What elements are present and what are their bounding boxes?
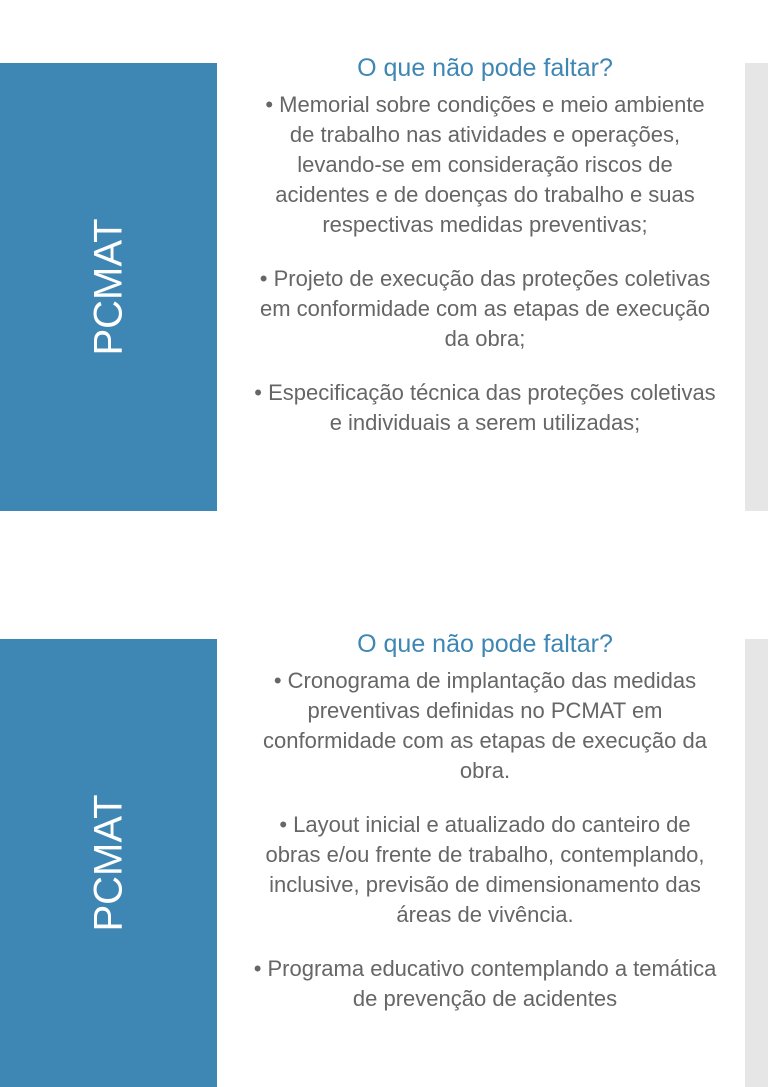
bullet-item: • Programa educativo contemplando a temática de prevenção de acidentes: [253, 956, 717, 1011]
side-panel: [0, 639, 217, 1087]
slide-1: [0, 54, 768, 511]
slide-content: [252, 627, 718, 1038]
bullet-item: • Especificação técnica das proteções coletivas e individuais a serem utilizadas;: [254, 380, 716, 435]
side-label: PCMAT: [86, 794, 130, 932]
bullet-item: • Cronograma de implantação das medidas preventivas definidas no PCMAT em conformidade com as etapas de execução da obra.: [263, 668, 707, 783]
bullet-item: • Projeto de execução das proteções coletivas em conformidade com as etapas de execução da obra;: [259, 266, 711, 351]
slide-title: O que não pode faltar?: [357, 630, 613, 658]
slide-title: O que não pode faltar?: [357, 54, 613, 82]
right-panel: [745, 639, 768, 1087]
side-panel: [0, 63, 217, 511]
slide-2: [0, 630, 768, 1087]
side-label: PCMAT: [86, 218, 130, 356]
right-panel: [745, 63, 768, 511]
bullet-item: • Layout inicial e atualizado do canteiro de obras e/ou frente de trabalho, contemplando, inclusive, previsão de dimensionamento das áreas de vivência.: [265, 812, 705, 927]
slide-content: [252, 51, 718, 462]
bullet-item: • Memorial sobre condições e meio ambiente de trabalho nas atividades e operações, levando-se em consideração riscos de acidentes e de doenças do trabalho e suas respectivas medidas preventivas;: [265, 92, 705, 237]
